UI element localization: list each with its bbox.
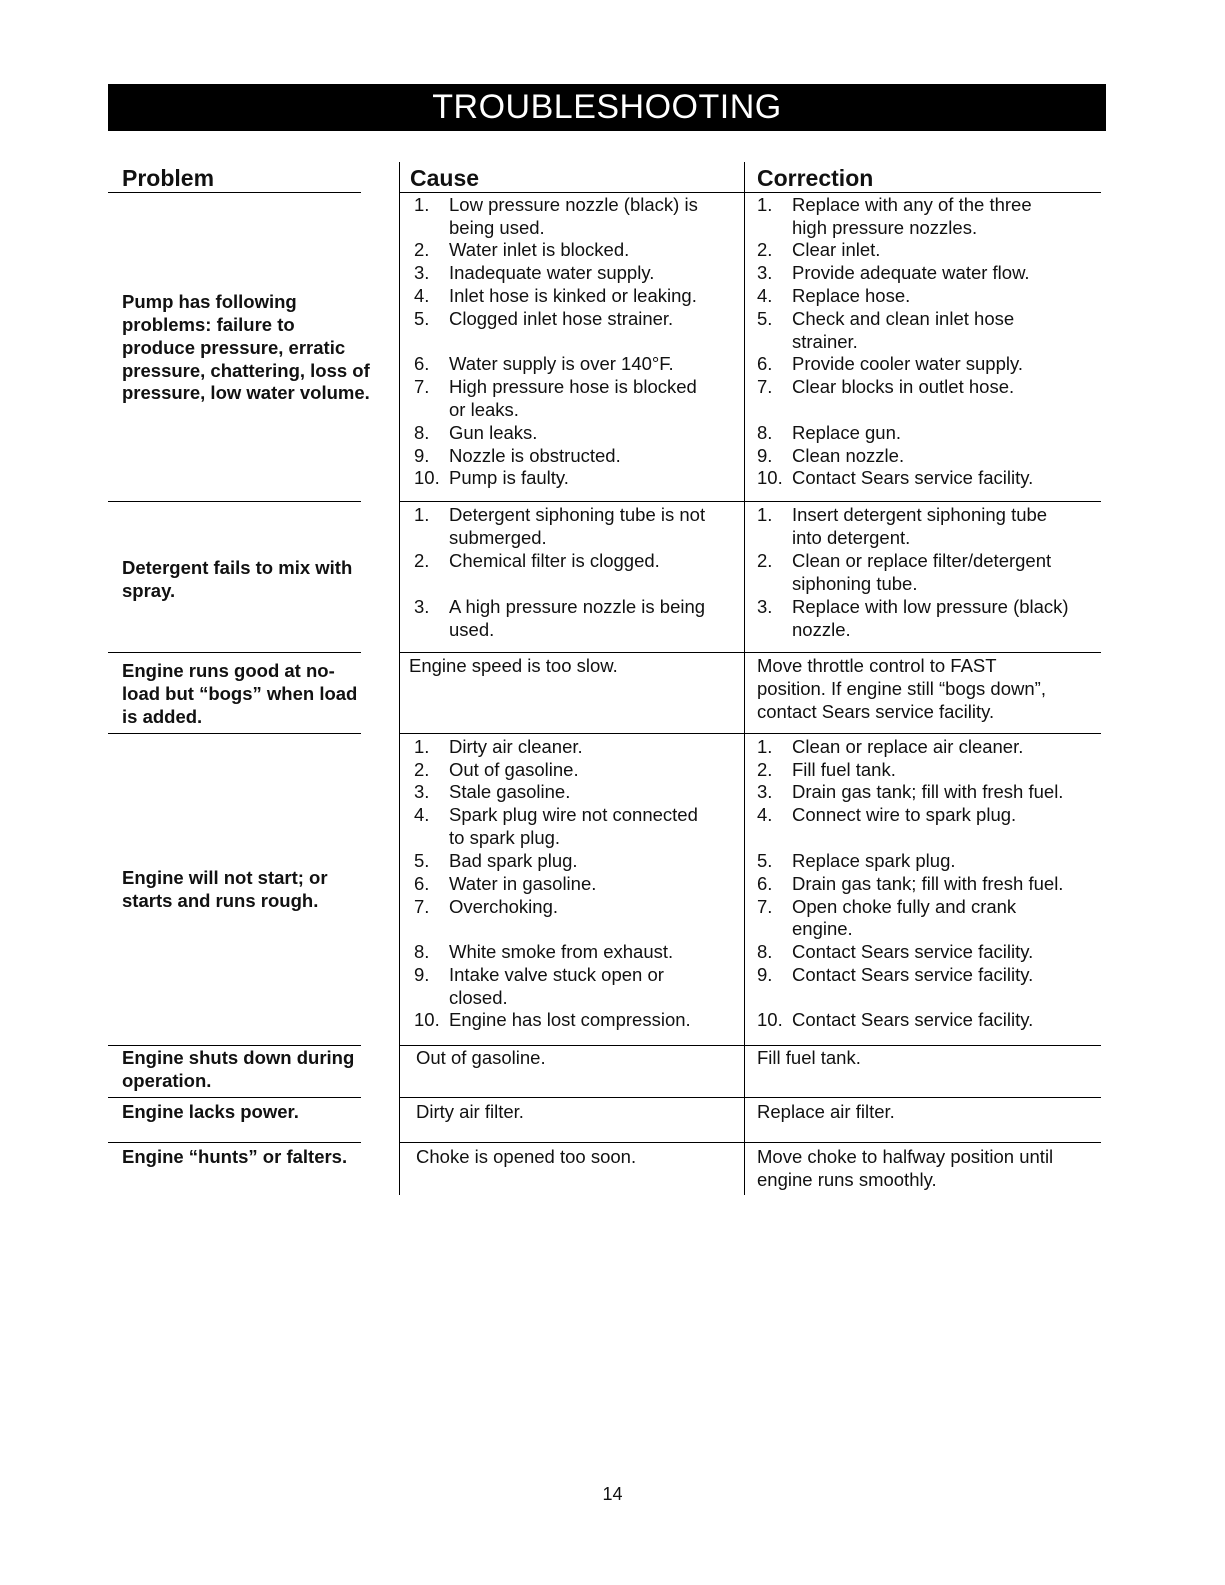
cause-number: 9.	[414, 964, 430, 985]
cause-column-header: Cause	[410, 165, 480, 191]
problem-text: is added.	[122, 706, 203, 727]
cause-text: Stale gasoline.	[449, 781, 571, 802]
cause-text: Water in gasoline.	[449, 873, 597, 894]
correction-number: 5.	[757, 850, 773, 871]
cause-number: 7.	[414, 896, 430, 917]
correction-text: engine runs smoothly.	[757, 1169, 937, 1190]
correction-text: Check and clean inlet hose	[792, 308, 1015, 329]
problem-column-header: Problem	[122, 165, 215, 191]
correction-text: contact Sears service facility.	[757, 701, 995, 722]
correction-text: strainer.	[792, 331, 858, 352]
cause-text: High pressure hose is blocked	[449, 376, 697, 397]
correction-text: Provide cooler water supply.	[792, 353, 1024, 374]
correction-text: Insert detergent siphoning tube	[792, 504, 1048, 525]
correction-number: 1.	[757, 194, 773, 215]
cause-text: Inadequate water supply.	[449, 262, 655, 283]
cause-text: Pump is faulty.	[449, 467, 569, 488]
correction-number: 3.	[757, 262, 773, 283]
row-divider	[108, 733, 361, 734]
problem-text: pressure, low water volume.	[122, 382, 370, 403]
cause-number: 1.	[414, 736, 430, 757]
cause-number: 3.	[414, 781, 430, 802]
correction-text: Fill fuel tank.	[757, 1047, 861, 1068]
cause-number: 9.	[414, 445, 430, 466]
correction-number: 4.	[757, 804, 773, 825]
correction-number: 7.	[757, 896, 773, 917]
row-divider	[108, 1142, 361, 1143]
correction-text: Fill fuel tank.	[792, 759, 896, 780]
correction-text: Open choke fully and crank	[792, 896, 1017, 917]
cause-text: Low pressure nozzle (black) is	[449, 194, 698, 215]
correction-number: 8.	[757, 941, 773, 962]
cause-text: Detergent siphoning tube is not	[449, 504, 706, 525]
row-divider	[399, 733, 1101, 734]
cause-text: Water inlet is blocked.	[449, 239, 630, 260]
correction-number: 3.	[757, 596, 773, 617]
cause-text: A high pressure nozzle is being	[449, 596, 706, 617]
correction-number: 4.	[757, 285, 773, 306]
problem-text: problems: failure to	[122, 314, 295, 335]
cause-text: used.	[449, 619, 495, 640]
correction-text: Contact Sears service facility.	[792, 964, 1034, 985]
correction-text: Replace hose.	[792, 285, 911, 306]
row-divider	[399, 652, 1101, 653]
problem-text: spray.	[122, 580, 176, 601]
correction-number: 8.	[757, 422, 773, 443]
correction-text: engine.	[792, 918, 853, 939]
cause-number: 8.	[414, 422, 430, 443]
cause-text: Engine has lost compression.	[449, 1009, 691, 1030]
problem-text: Engine shuts down during	[122, 1047, 355, 1068]
cause-number: 10.	[414, 467, 440, 488]
cause-text: Nozzle is obstructed.	[449, 445, 621, 466]
problem-text: Engine lacks power.	[122, 1101, 299, 1122]
cause-number: 10.	[414, 1009, 440, 1030]
row-divider	[108, 501, 361, 502]
cause-number: 2.	[414, 759, 430, 780]
row-divider	[399, 1142, 1101, 1143]
cause-text: Overchoking.	[449, 896, 558, 917]
cause-text: Out of gasoline.	[449, 759, 579, 780]
problem-text: Engine will not start; or	[122, 867, 328, 888]
problem-text: Detergent fails to mix with	[122, 557, 353, 578]
correction-number: 1.	[757, 736, 773, 757]
correction-number: 10.	[757, 1009, 783, 1030]
cause-text: being used.	[449, 217, 545, 238]
correction-text: Clean or replace air cleaner.	[792, 736, 1024, 757]
problem-text: Engine runs good at no-	[122, 660, 335, 681]
correction-text: nozzle.	[792, 619, 851, 640]
cause-number: 5.	[414, 308, 430, 329]
cause-text: Out of gasoline.	[416, 1047, 546, 1068]
column-divider	[399, 162, 400, 1195]
page-title: TROUBLESHOOTING	[108, 84, 1106, 131]
correction-text: Clean or replace filter/detergent	[792, 550, 1052, 571]
problem-text: load but “bogs” when load	[122, 683, 358, 704]
cause-text: Choke is opened too soon.	[416, 1146, 637, 1167]
correction-number: 2.	[757, 759, 773, 780]
correction-number: 5.	[757, 308, 773, 329]
cause-number: 3.	[414, 596, 430, 617]
correction-number: 10.	[757, 467, 783, 488]
correction-text: Replace gun.	[792, 422, 902, 443]
correction-text: into detergent.	[792, 527, 911, 548]
correction-number: 2.	[757, 550, 773, 571]
cause-text: to spark plug.	[449, 827, 561, 848]
problem-text: Pump has following	[122, 291, 297, 312]
cause-text: submerged.	[449, 527, 547, 548]
cause-text: Clogged inlet hose strainer.	[449, 308, 674, 329]
correction-number: 7.	[757, 376, 773, 397]
row-divider	[399, 1097, 1101, 1098]
page-number: 14	[602, 1484, 623, 1504]
cause-text: closed.	[449, 987, 508, 1008]
correction-text: Drain gas tank; fill with fresh fuel.	[792, 781, 1064, 802]
cause-number: 5.	[414, 850, 430, 871]
cause-number: 8.	[414, 941, 430, 962]
cause-text: Chemical filter is clogged.	[449, 550, 660, 571]
cause-text: Dirty air filter.	[416, 1101, 524, 1122]
row-divider	[108, 652, 361, 653]
correction-column-header: Correction	[757, 165, 874, 191]
cause-number: 1.	[414, 504, 430, 525]
row-divider	[108, 1097, 361, 1098]
problem-text: Engine “hunts” or falters.	[122, 1146, 348, 1167]
correction-text: Replace air filter.	[757, 1101, 895, 1122]
problem-text: produce pressure, erratic	[122, 337, 346, 358]
correction-number: 6.	[757, 353, 773, 374]
correction-text: Clear blocks in outlet hose.	[792, 376, 1015, 397]
correction-text: high pressure nozzles.	[792, 217, 978, 238]
problem-text: operation.	[122, 1070, 212, 1091]
correction-text: Drain gas tank; fill with fresh fuel.	[792, 873, 1064, 894]
cause-text: or leaks.	[449, 399, 519, 420]
cause-number: 3.	[414, 262, 430, 283]
cause-number: 6.	[414, 873, 430, 894]
cause-text: Gun leaks.	[449, 422, 538, 443]
cause-text: Engine speed is too slow.	[409, 655, 618, 676]
correction-text: Replace with low pressure (black)	[792, 596, 1069, 617]
cause-text: Dirty air cleaner.	[449, 736, 583, 757]
column-divider	[744, 162, 745, 1195]
cause-number: 4.	[414, 804, 430, 825]
correction-text: Provide adequate water flow.	[792, 262, 1030, 283]
cause-number: 1.	[414, 194, 430, 215]
cause-number: 7.	[414, 376, 430, 397]
cause-text: Water supply is over 140°F.	[449, 353, 674, 374]
correction-text: Clear inlet.	[792, 239, 881, 260]
cause-text: Spark plug wire not connected	[449, 804, 698, 825]
correction-number: 9.	[757, 964, 773, 985]
cause-number: 4.	[414, 285, 430, 306]
correction-text: siphoning tube.	[792, 573, 918, 594]
correction-text: Contact Sears service facility.	[792, 467, 1034, 488]
correction-number: 2.	[757, 239, 773, 260]
correction-text: Move throttle control to FAST	[757, 655, 997, 676]
cause-number: 2.	[414, 239, 430, 260]
cause-text: Inlet hose is kinked or leaking.	[449, 285, 697, 306]
correction-text: Replace with any of the three	[792, 194, 1032, 215]
cause-text: White smoke from exhaust.	[449, 941, 674, 962]
correction-text: Move choke to halfway position until	[757, 1146, 1054, 1167]
correction-number: 6.	[757, 873, 773, 894]
cause-text: Intake valve stuck open or	[449, 964, 664, 985]
cause-text: Bad spark plug.	[449, 850, 578, 871]
correction-text: position. If engine still “bogs down”,	[757, 678, 1046, 699]
correction-text: Replace spark plug.	[792, 850, 956, 871]
correction-number: 3.	[757, 781, 773, 802]
correction-text: Connect wire to spark plug.	[792, 804, 1017, 825]
cause-number: 6.	[414, 353, 430, 374]
problem-text: starts and runs rough.	[122, 890, 319, 911]
correction-text: Contact Sears service facility.	[792, 1009, 1034, 1030]
correction-number: 9.	[757, 445, 773, 466]
row-divider	[399, 501, 1101, 502]
correction-text: Clean nozzle.	[792, 445, 905, 466]
problem-text: pressure, chattering, loss of	[122, 360, 370, 381]
correction-number: 1.	[757, 504, 773, 525]
cause-number: 2.	[414, 550, 430, 571]
header-divider	[108, 192, 361, 193]
correction-text: Contact Sears service facility.	[792, 941, 1034, 962]
